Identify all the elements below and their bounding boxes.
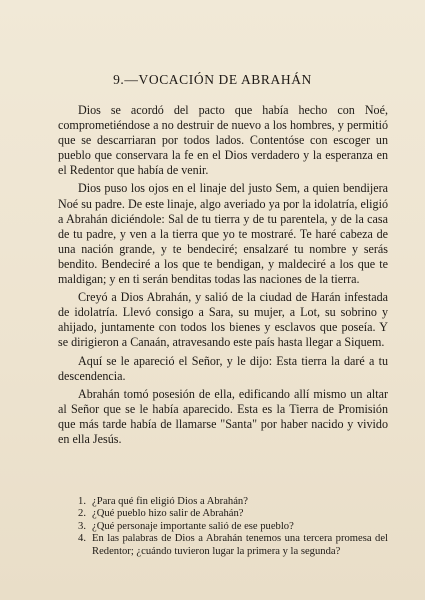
paragraph-5: Abrahán tomó posesión de ella, edificando allí mismo un altar al Señor que se le había aparecido. Esta es la Tierra de Promisión que más tarde había de llamarse "Santa" por haber nacido y vivido en ella Jesús. xyxy=(58,386,388,446)
question-item xyxy=(68,508,388,520)
question-text: En las palabras de Dios a Abrahán tenemos una tercera promesa del Redentor; ¿cuándo tuvieron lugar la primera y la segunda? xyxy=(92,533,388,557)
chapter-title: 9.—VOCACIÓN DE ABRAHÁN xyxy=(113,72,312,87)
question-number: 3. xyxy=(78,520,86,532)
question-number: 2. xyxy=(78,508,86,520)
question-item xyxy=(68,496,388,508)
paragraph-1: Dios se acordó del pacto que había hecho con Noé, comprometiéndose a no destruir de nuevo a los hombres, y permitió que se descarriaran por todos lados. Contentóse con escoger un pueblo que conservara la fe en el Dios verdadero y la esperanza en el Redentor que había de venir. xyxy=(58,103,388,178)
question-text: ¿Para qué fin eligió Dios a Abrahán? xyxy=(92,496,248,507)
paragraph-3: Creyó a Dios Abrahán, y salió de la ciudad de Harán infestada de idolatría. Llevó consigo a Sara, su mujer, a Lot, su sobrino y ahijado, juntamente con todos los bienes y esclavos que poseía. Y se dirigieron a Canaán, atravesando este país hasta llegar a Siquem. xyxy=(58,290,388,350)
paragraph-4: Aquí se le apareció el Señor, y le dijo: Esta tierra la daré a tu descendencia. xyxy=(58,353,388,383)
question-item xyxy=(68,533,388,558)
question-text: ¿Qué pueblo hizo salir de Abrahán? xyxy=(92,508,244,520)
chapter-body xyxy=(58,100,388,450)
question-item xyxy=(68,521,388,533)
question-number: 1. xyxy=(78,496,86,507)
paragraph-2: Dios puso los ojos en el linaje del justo Sem, a quien bendijera Noé su padre. De este linaje, algo averiado ya por la idolatría, eligió a Abrahán diciéndole: Sal de tu tierra y de tu parentela, y de la casa de tu padre, y ven a la tierra que yo te mostraré. Te haré cabeza de una nación grande, y te bendeciré; ensalzaré tu nombre y serás bendito. Bendeciré a los que te bendigan, y maldeciré a los que te maldigan; y en ti serán benditas todas las naciones de la tierra. xyxy=(58,181,388,287)
question-number: 4. xyxy=(78,533,86,545)
question-text: ¿Qué personaje importante salió de ese pueblo? xyxy=(92,520,294,532)
question-list xyxy=(68,496,388,558)
